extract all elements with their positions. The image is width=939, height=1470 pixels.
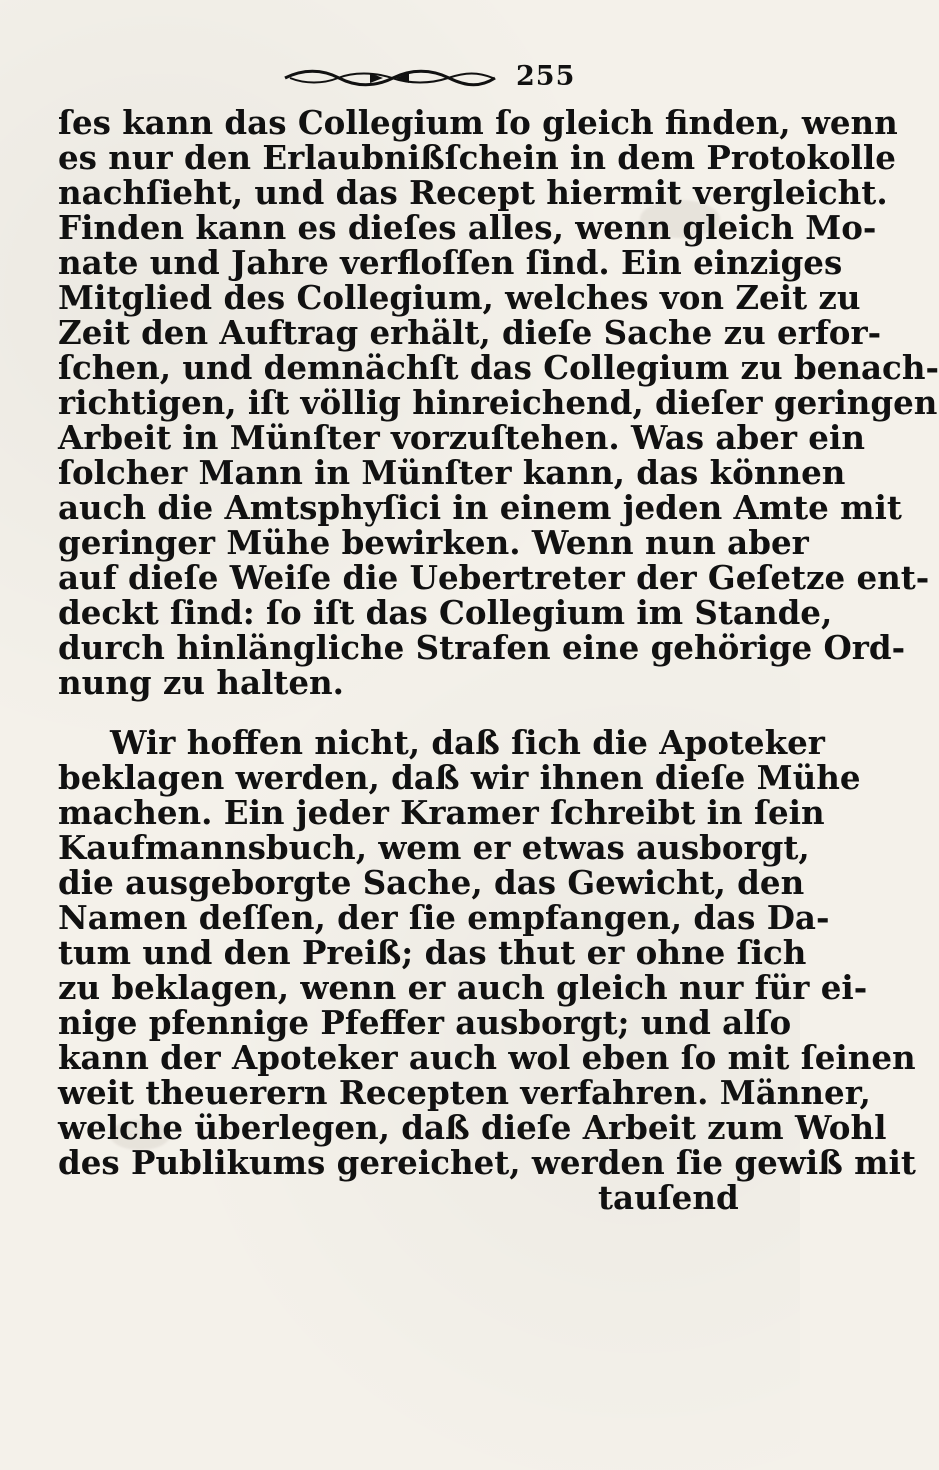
text-line: nate und Jahre verfloſſen ſind. Ein einziges xyxy=(58,243,843,282)
text-line: tum und den Preiß; das thut er ohne ſich xyxy=(58,933,807,972)
text-line: Wir hoffen nicht, daß ſich die Apoteker xyxy=(110,723,825,762)
page-text xyxy=(58,103,939,1217)
text-line: Zeit den Auftrag erhält, dieſe Sache zu erfor- xyxy=(58,313,882,352)
text-line: ſes kann das Collegium ſo gleich finden, wenn xyxy=(58,103,898,142)
text-line: zu beklagen, wenn er auch gleich nur für ei- xyxy=(58,968,868,1007)
decorative-header-ornament xyxy=(275,66,505,90)
text-line: die ausgeborgte Sache, das Gewicht, den xyxy=(58,863,805,902)
text-line: durch hinlängliche Strafen eine gehörige Ord- xyxy=(58,628,906,667)
text-line: Kaufmannsbuch, wem er etwas ausborgt, xyxy=(58,828,810,867)
text-line: beklagen werden, daß wir ihnen dieſe Mühe xyxy=(58,758,861,797)
text-line: machen. Ein jeder Kramer ſchreibt in ſein xyxy=(58,793,825,832)
page-number: 255 xyxy=(516,61,576,92)
text-line: des Publikums gereichet, werden ſie gewiß mit xyxy=(58,1143,916,1182)
text-line: tauſend xyxy=(598,1178,739,1217)
text-line: nung zu halten. xyxy=(58,663,344,702)
text-line: ſolcher Mann in Münſter kann, das können xyxy=(58,453,846,492)
text-line: weit theuerern Recepten verfahren. Männer, xyxy=(58,1073,871,1112)
text-line: nige pfennige Pfeffer ausborgt; und alſo xyxy=(58,1003,792,1042)
text-line: auch die Amtsphyſici in einem jeden Amte mit xyxy=(58,488,902,527)
text-line: Namen deſſen, der ſie empfangen, das Da- xyxy=(58,898,830,937)
text-line: geringer Mühe bewirken. Wenn nun aber xyxy=(58,523,809,562)
text-line: nachſieht, und das Recept hiermit vergleicht. xyxy=(58,173,888,212)
text-line: Finden kann es dieſes alles, wenn gleich Mo- xyxy=(58,208,877,247)
paragraph-gap xyxy=(58,700,761,725)
text-line: Arbeit in Münſter vorzuſtehen. Was aber ein xyxy=(58,418,865,457)
text-line: auf dieſe Weiſe die Uebertreter der Geſetze ent- xyxy=(58,558,930,597)
text-line: welche überlegen, daß dieſe Arbeit zum Wohl xyxy=(58,1108,887,1147)
text-line: kann der Apoteker auch wol eben ſo mit ſeinen xyxy=(58,1038,916,1077)
text-line: Mitglied des Collegium, welches von Zeit zu xyxy=(58,278,861,317)
text-line: richtigen, iſt völlig hinreichend, dieſer geringen xyxy=(58,383,938,422)
text-line: deckt ſind: ſo iſt das Collegium im Stande, xyxy=(58,593,833,632)
text-line: es nur den Erlaubnißſchein in dem Protokolle xyxy=(58,138,896,177)
text-line: ſchen, und demnächſt das Collegium zu benach- xyxy=(58,348,939,387)
